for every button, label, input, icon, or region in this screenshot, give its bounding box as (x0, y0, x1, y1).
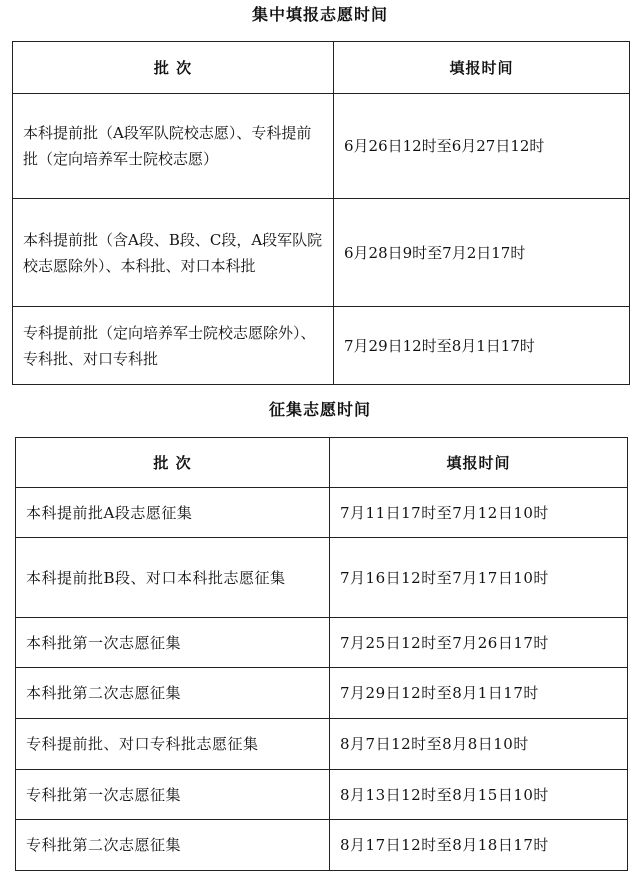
time-cell: 7月29日12时至8月1日17时 (330, 668, 628, 719)
solicitation-schedule-table (15, 437, 628, 871)
time-cell: 8月13日12时至8月15日10时 (330, 770, 628, 820)
batch-cell: 本科提前批（含A段、B段、C段，A段军队院校志愿除外）、本科批、对口本科批 (13, 199, 334, 307)
table-row (16, 770, 628, 820)
table-row (13, 199, 630, 307)
table-row (16, 719, 628, 770)
concentrated-schedule-table (12, 41, 630, 385)
table-header-row (13, 42, 630, 94)
header-batch: 批 次 (16, 438, 330, 488)
table-row (13, 94, 630, 199)
time-cell: 7月16日12时至7月17日10时 (330, 538, 628, 618)
table-row (16, 538, 628, 618)
table-row (16, 668, 628, 719)
batch-cell: 专科提前批（定向培养军士院校志愿除外）、专科批、对口专科批 (13, 307, 334, 385)
header-batch: 批 次 (13, 42, 334, 94)
table-row (16, 618, 628, 668)
header-time: 填报时间 (330, 438, 628, 488)
table-row (16, 820, 628, 871)
batch-cell: 专科批第一次志愿征集 (16, 770, 330, 820)
header-time: 填报时间 (334, 42, 630, 94)
batch-cell: 本科提前批B段、对口本科批志愿征集 (16, 538, 330, 618)
time-cell: 7月11日17时至7月12日10时 (330, 488, 628, 538)
table-header-row (16, 438, 628, 488)
concentrated-title: 集中填报志愿时间 (251, 5, 388, 24)
batch-cell: 本科提前批A段志愿征集 (16, 488, 330, 538)
solicitation-title: 征集志愿时间 (268, 400, 371, 419)
time-cell: 8月17日12时至8月18日17时 (330, 820, 628, 871)
batch-cell: 本科提前批（A段军队院校志愿）、专科提前批（定向培养军士院校志愿） (13, 94, 334, 199)
time-cell: 8月7日12时至8月8日10时 (330, 719, 628, 770)
batch-cell: 本科批第二次志愿征集 (16, 668, 330, 719)
table-row (16, 488, 628, 538)
batch-cell: 本科批第一次志愿征集 (16, 618, 330, 668)
batch-cell: 专科批第二次志愿征集 (16, 820, 330, 871)
time-cell: 7月29日12时至8月1日17时 (334, 307, 630, 385)
table-row (13, 307, 630, 385)
batch-cell: 专科提前批、对口专科批志愿征集 (16, 719, 330, 770)
time-cell: 6月28日9时至7月2日17时 (334, 199, 630, 307)
time-cell: 6月26日12时至6月27日12时 (334, 94, 630, 199)
time-cell: 7月25日12时至7月26日17时 (330, 618, 628, 668)
